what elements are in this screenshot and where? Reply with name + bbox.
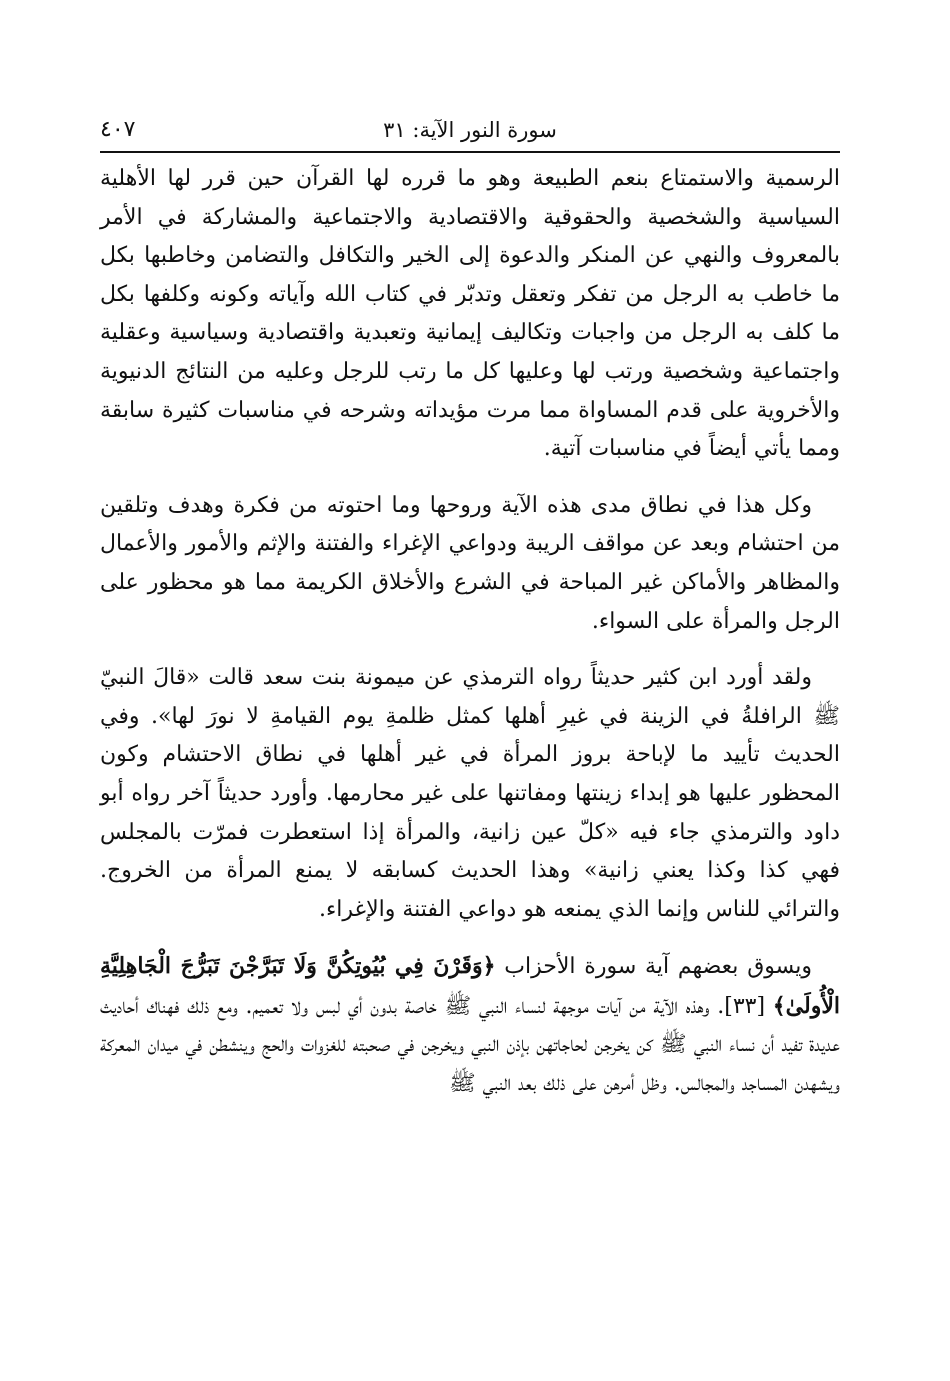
paragraph-4-intro: ويسوق بعضهم آية سورة الأحزاب: [495, 954, 813, 980]
paragraph-4-body: [٣٣]. وهذه الآية من آيات موجهة لنساء النبي ﷺ خاصة بدون أي لبس ولا تعميم. ومع ذلك فهناك أحاديث عديدة تفيد أن نساء النبي ﷺ كن يخرجن لحاجاتهن بإذن النبي ويخرجن في صحبته للغزوات والحج وينشطن في ميدان المعركة ويشهدن المساجد والمجالس. وظل أمرهن على ذلك بعد النبي ﷺ: [100, 993, 840, 1097]
paragraph-2: وكل هذا في نطاق مدى هذه الآية وروحها وما احتوته من فكرة وهدف وتلقين من احتشام وبعد عن مواقف الريبة ودواعي الإغراء والفتنة والإثم والأمور والأعمال والمظاهر والأماكن غير المباحة في الشرع والأخلاق الكريمة مما هو محظور على الرجل والمرأة على السواء.: [100, 492, 840, 634]
paragraph-4: [100, 947, 840, 1103]
header-title: سورة النور الآية: ٣١: [383, 118, 557, 142]
paragraph-3: ولقد أورد ابن كثير حديثاً رواه الترمذي عن ميمونة بنت سعد قالت «قالَ النبيّ ﷺ الرافلةُ في الزينة في غيرِ أهلها كمثل ظلمةِ يوم القيامةِ لا نورَ لها». وفي الحديث تأييد ما لإباحة بروز المرأة في غير أهلها في نطاق الاحتشام وكون المحظور عليها هو إبداء زينتها ومفاتنها على غير محارمها. وأورد حديثاً آخر رواه أبو داود والترمذي جاء فيه «كلّ عين زانية، والمرأة إذا استعطرت فمرّت بالمجلس فهي كذا وكذا يعني زانية» وهذا الحديث كسابقه لا يمنع المرأة من الخروج. والترائي للناس وإنما الذي يمنعه هو دواعي الفتنة والإغراء.: [100, 665, 840, 922]
header-rule: [100, 151, 840, 153]
running-header: [100, 112, 840, 152]
body-text: [100, 160, 840, 1104]
paragraph-1: الرسمية والاستمتاع بنعم الطبيعة وهو ما قرره لها القرآن حين قرر لها الأهلية السياسية والشخصية والحقوقية والاقتصادية والاجتماعية والمشاركة في الأمر بالمعروف والنهي عن المنكر والدعوة إلى الخير والتكافل والتضامن وخاطبها بكل ما خاطب به الرجل من تفكر وتعقل وتدبّر في كتاب الله وآياته وكونه وكلفها بكل ما كلف به الرجل من واجبات وتكاليف إيمانية وتعبدية واقتصادية وسياسية وعقلية واجتماعية وشخصية ورتب لها وعليها كل ما رتب للرجل وعليه من النتائج الدنيوية والأخروية على قدم المساواة مما مرت مؤيداته وشرحه في مناسبات كثيرة سابقة ومما يأتي أيضاً في مناسبات آتية.: [100, 166, 840, 462]
page-number: ٤٠٧: [100, 117, 136, 142]
quran-verse-quote: ﴿وَقَرْنَ فِي بُيُوتِكُنَّ وَلَا تَبَرَّجْنَ تَبَرُّجَ الْجَاهِلِيَّةِ الْأُولَىٰ﴾: [100, 953, 840, 1019]
